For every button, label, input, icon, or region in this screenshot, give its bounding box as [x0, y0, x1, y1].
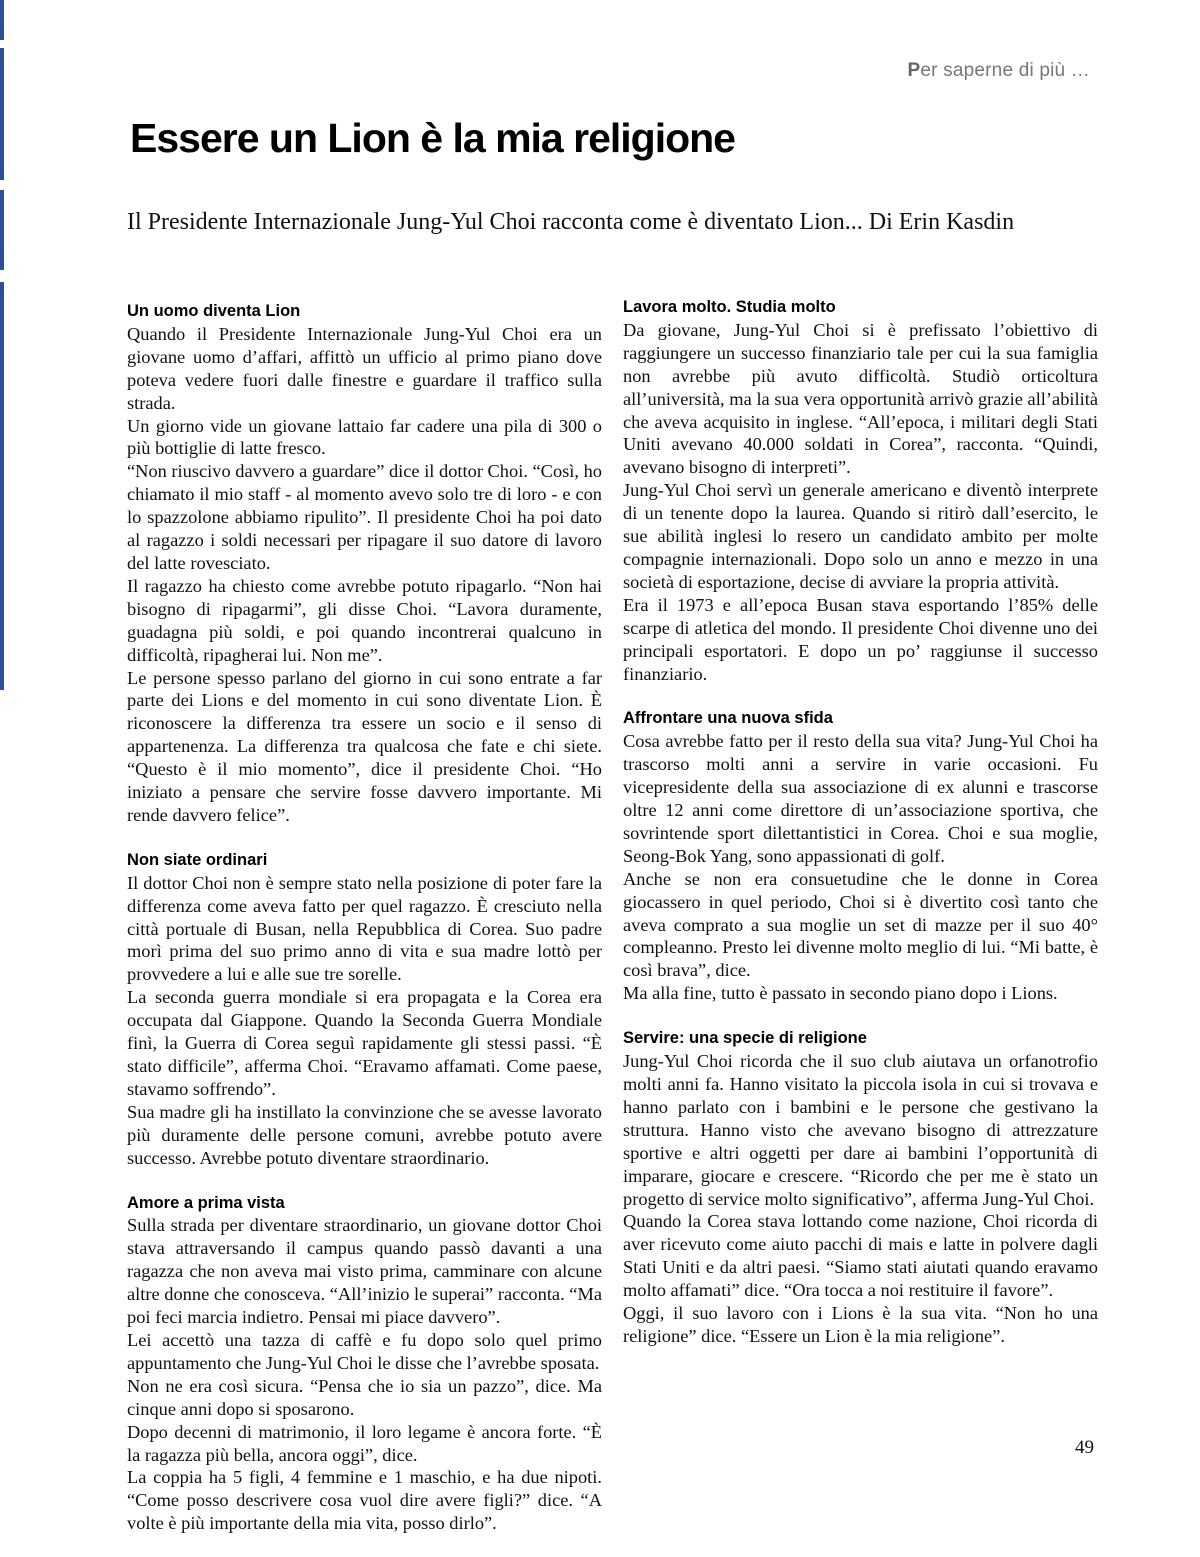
paragraph: Da giovane, Jung-Yul Choi si è prefissato l’obiettivo di raggiungere un successo finanziario tale per cui la sua famiglia non avrebbe più avuto difficoltà. Studiò orticoltura all’università, ma la sua vera opportunità arrivò grazie all’abilità che aveva acquisito in inglese. “All’epoca, i militari degli Stati Uniti avevano 40.000 soldati in Corea”, racconta. “Quindi, avevano bisogno di interpreti”. — [623, 319, 1098, 478]
article-section — [127, 1192, 602, 1536]
paragraph: “Non riuscivo davvero a guardare” dice il dottor Choi. “Così, ho chiamato il mio staff - al momento avevo solo tre di loro - e con lo spazzolone abbiamo ripulito”. Il presidente Choi ha poi dato al ragazzo i soldi necessari per ripagare il suo datore di lavoro del latte rovesciato. — [127, 461, 602, 573]
paragraph: Sulla strada per diventare straordinario, un giovane dottor Choi stava attraversando il campus quando passò davanti a una ragazza che non aveva mai visto prima, camminare con alcune altre donne che conosceva. “All’inizio le superai” racconta. “Ma poi feci marcia indietro. Pensai mi piace davvero”. — [127, 1215, 602, 1328]
paragraph: Non ne era così sicura. “Pensa che io sia un pazzo”, dice. Ma cinque anni dopo si sposarono. — [127, 1375, 602, 1419]
page-edge-gap — [0, 270, 4, 282]
article-section — [127, 300, 602, 827]
page-edge-bar — [0, 0, 4, 690]
paragraph: Quando la Corea stava lottando come nazione, Choi ricorda di aver ricevuto come aiuto pacchi di mais e latte in polvere dagli Stati Uniti e da altri paesi. “Siamo stati aiutati quando eravamo molto affamati” dice. “Ora tocca a noi restituire il favore”. — [623, 1211, 1098, 1301]
article-section — [127, 849, 602, 1170]
paragraph: Il dottor Choi non è sempre stato nella posizione di poter fare la differenza come aveva fatto per quel ragazzo. È cresciuto nella città portuale di Busan, nella Repubblica di Corea. Suo padre morì prima del suo primo anno di vita e sua madre lottò per provvedere a lui e alle sue tre sorelle. — [127, 872, 602, 985]
paragraph: La coppia ha 5 figli, 4 femmine e 1 maschio, e ha due nipoti. “Come posso descrivere cosa vuol dire avere figli?” dice. “A volte è più importante della mia vita, posso dirlo”. — [127, 1467, 602, 1534]
right-column — [623, 296, 1098, 1370]
paragraph: Un giorno vide un giovane lattaio far cadere una pila di 300 o più bottiglie di latte fresco. — [127, 415, 602, 459]
paragraph: La seconda guerra mondiale si era propagata e la Corea era occupata dal Giappone. Quando la Seconda Guerra Mondiale finì, la Guerra di Corea seguì rapidamente gli stessi passi. “È stato difficile”, afferma Choi. “Eravamo affamati. Come paese, stavamo soffrendo”. — [127, 987, 602, 1099]
paragraph: Era il 1973 e all’epoca Busan stava esportando l’85% delle scarpe di atletica del mondo. Il presidente Choi divenne uno dei principali esportatori. E dopo un po’ raggiunse il successo finanziario. — [623, 594, 1098, 684]
article-section — [623, 707, 1098, 1005]
kicker-text: er saperne di più … — [920, 60, 1090, 81]
kicker-initial: P — [907, 60, 921, 81]
paragraph: Le persone spesso parlano del giorno in cui sono entrate a far parte dei Lions e del momento in cui sono diventate Lion. È riconoscere la differenza tra essere un socio e il senso di appartenenza. La differenza tra qualcosa che fate e chi siete. “Questo è il mio momento”, dice il presidente Choi. “Ho iniziato a pensare che servire fosse davvero importante. Mi rende davvero felice”. — [127, 667, 602, 825]
paragraph: Dopo decenni di matrimonio, il loro legame è ancora forte. “È la ragazza più bella, ancora oggi”, dice. — [127, 1421, 602, 1465]
paragraph: Jung-Yul Choi servì un generale americano e diventò interprete di un tenente dopo la laurea. Quando si ritirò dall’esercito, le sue abilità inglesi lo resero un candidato ambito per molte compagnie internazionali. Dopo solo un anno e mezzo in una società di esportazione, decise di avviare la propria attività. — [623, 480, 1098, 592]
section-heading: Amore a prima vista — [127, 1193, 285, 1212]
article-subtitle: Il Presidente Internazionale Jung-Yul Choi racconta come è diventato Lion... Di Erin Kasdin — [127, 209, 1015, 235]
paragraph: Ma alla fine, tutto è passato in secondo piano dopo i Lions. — [623, 983, 1058, 1004]
section-heading: Lavora molto. Studia molto — [623, 298, 836, 316]
page-number: 49 — [1075, 1437, 1094, 1458]
left-column — [127, 300, 602, 1557]
page-edge-gap — [0, 40, 4, 48]
paragraph: Il ragazzo ha chiesto come avrebbe potuto ripagarlo. “Non hai bisogno di ripagarmi”, gli disse Choi. “Lavora duramente, guadagna più soldi, e poi quando incontrerai qualcuno in difficoltà, ripagherai lui. Non me”. — [127, 575, 602, 665]
paragraph: Jung-Yul Choi ricorda che il suo club aiutava un orfanotrofio molti anni fa. Hanno visitato la piccola isola in cui si trovava e hanno parlato con i bambini e le persone che gestivano la struttura. Hanno visto che avevano bisogno di attrezzature sportive e altri oggetti per dare ai bambini l’opportunità di imparare, giocare e crescere. “Ricordo che per me è stato un progetto di service molto significativo”, afferma Jung-Yul Choi. — [623, 1051, 1098, 1209]
section-heading: Servire: una specie di religione — [623, 1029, 867, 1048]
article-section — [623, 1027, 1098, 1348]
paragraph: Oggi, il suo lavoro con i Lions è la sua vita. “Non ho una religione” dice. “Essere un Lion è la mia religione”. — [623, 1303, 1098, 1346]
article-section — [623, 296, 1098, 685]
page-edge-gap — [0, 180, 4, 190]
section-heading: Non siate ordinari — [127, 850, 268, 869]
paragraph: Cosa avrebbe fatto per il resto della sua vita? Jung-Yul Choi ha trascorso molti anni a servire in varie occasioni. Fu vicepresidente della sua associazione di ex alunni e trascorse oltre 12 anni come direttore di un’associazione sportiva, che sovrintende sport dilettantistici in Corea. Choi e sua moglie, Seong-Bok Yang, sono appassionati di golf. — [623, 731, 1098, 866]
article-title: Essere un Lion è la mia religione — [130, 115, 735, 161]
paragraph: Sua madre gli ha instillato la convinzione che se avesse lavorato più duramente delle persone comuni, avrebbe potuto avere successo. Avrebbe potuto diventare straordinario. — [127, 1101, 602, 1168]
section-heading: Affrontare una nuova sfida — [623, 709, 833, 728]
paragraph: Quando il Presidente Internazionale Jung-Yul Choi era un giovane uomo d’affari, affittò un ufficio al primo piano dove poteva vedere fuori dalle finestre e guardare il traffico sulla strada. — [127, 323, 602, 413]
section-kicker — [908, 60, 1091, 82]
paragraph: Lei accettò una tazza di caffè e fu dopo solo quel primo appuntamento che Jung-Yul Choi le disse che l’avrebbe sposata. — [127, 1329, 602, 1373]
section-heading: Un uomo diventa Lion — [127, 302, 301, 320]
paragraph: Anche se non era consuetudine che le donne in Corea giocassero in quel periodo, Choi si è divertito così tanto che aveva comprato a sua moglie un set di mazze per il suo 40° compleanno. Presto lei divenne molto meglio di lui. “Mi batte, è così brava”, dice. — [623, 868, 1098, 981]
